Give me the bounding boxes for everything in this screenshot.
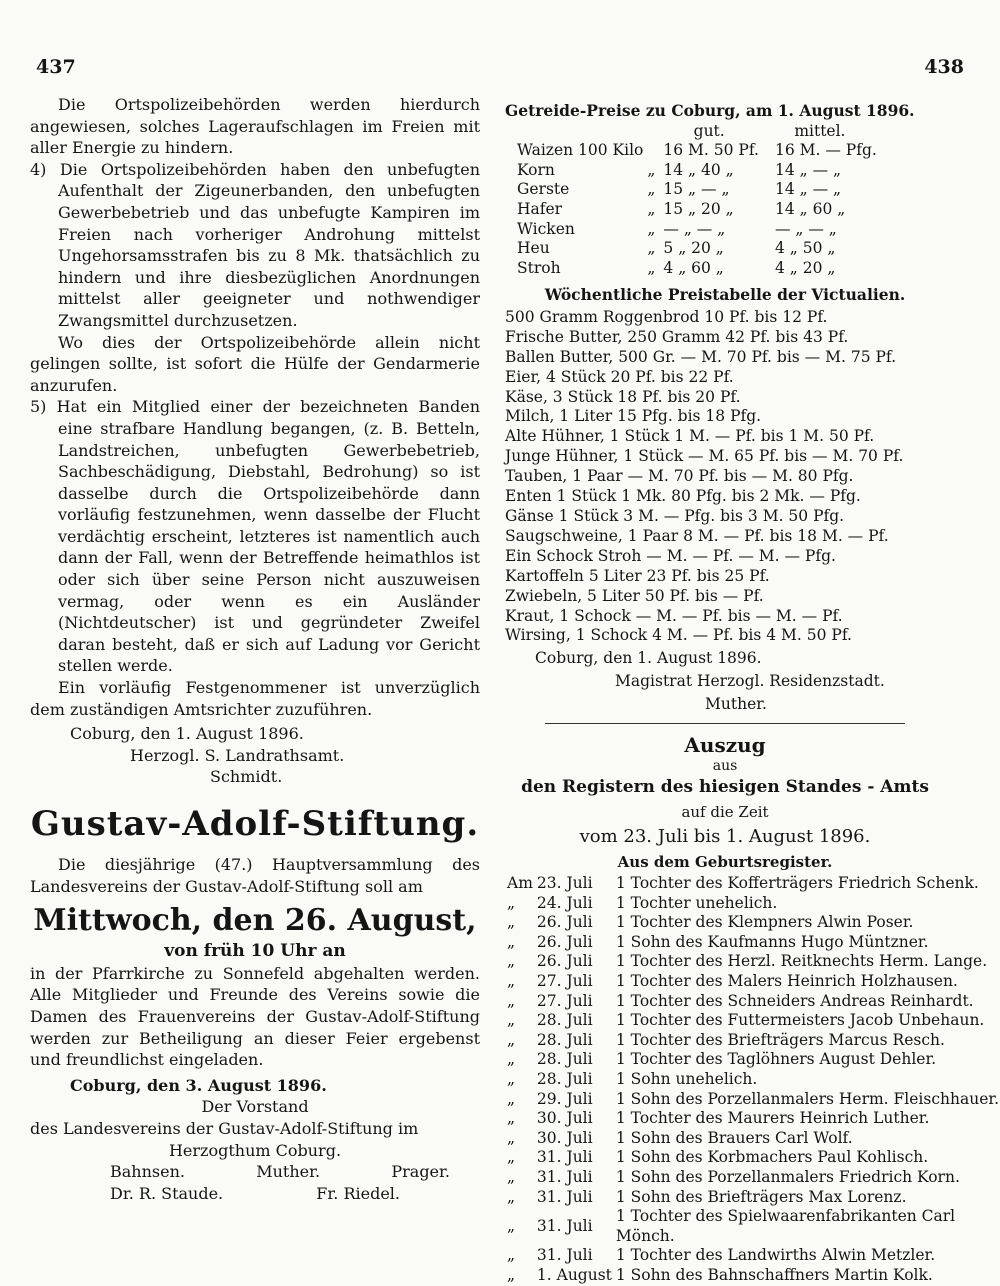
notice-time: von früh 10 Uhr an [164,941,346,962]
birth-register-heading: Aus dem Geburtsregister. [617,853,833,872]
birth-text: 1 Sohn des Porzellanmalers Herm. Fleischhauer. [615,1089,1000,1108]
signature-name: Schmidt. [210,767,283,787]
birth-text: 1 Sohn des Brauers Carl Wolf. [615,1128,853,1147]
paragraph-5: 5) Hat ein Mitglied einer der bezeichneten Banden eine strafbare Handlung begangen, (z. B. Betteln, Landstreichen, unbefugten Gewerbebetrieb, Sachbeschädigung, Diebstahl, Bedrohung) so ist dasselbe durch die Ortspolizeibehörde dann vorläufig festzunehmen, wenn dasselbe der Flucht verdächtig erscheint, letzteres ist namentlich auch dann der Fall, wenn der Betreffende heimathlos ist oder sich über seine Person nicht auszuweisen vermag, oder wenn es ein Ausländer (Nichtdeutscher) ist und gegründeter Zweifel daran besteht, daß er sich auf Ladung vor Gericht stellen werde. [30,397,480,676]
victual-name: Muther. [705,695,767,714]
notice-place: Coburg, den 3. August 1896. [70,1075,327,1095]
birth-date: 31. Juli [536,1167,593,1186]
grain-gut: — „ — „ [663,219,726,238]
birth-row [505,992,1000,1012]
signatory: Bahnsen. [110,1162,185,1182]
grain-header-row [515,122,879,142]
birth-prefix: „ [507,1050,516,1069]
birth-prefix: „ [507,1011,516,1030]
birth-register-table [505,874,1000,1285]
grain-row [515,259,879,279]
grain-ditto: „ [647,160,656,179]
grain-mittel: — „ — „ [774,219,837,238]
grain-mittel: 4 „ 50 „ [774,239,836,258]
birth-text: 1 Tochter unehelich. [615,893,778,912]
signatory: Prager. [391,1162,450,1182]
birth-row [505,1129,1000,1149]
left-column [30,94,480,1204]
birth-row [505,894,1000,914]
victual-line: Kraut, 1 Schock — M. — Pf. bis — M. — Pf. [505,606,843,625]
grain-mittel: 14 „ — „ [774,180,842,199]
birth-prefix: „ [507,1128,516,1147]
extract-period: vom 23. Juli bis 1. August 1896. [579,826,871,848]
birth-date: 24. Juli [536,893,593,912]
extract-auf: auf die Zeit [681,803,769,822]
victual-office: Magistrat Herzogl. Residenzstadt. [615,672,885,691]
paragraph-ein: Ein vorläufig Festgenommener ist unverzüglich dem zuständigen Amtsrichter zuzuführen. [30,678,480,719]
signatory: Dr. R. Staude. [110,1183,224,1203]
notice-date: Mittwoch, den 26. August, [33,903,477,939]
birth-prefix: „ [507,1216,516,1235]
victual-line: Ein Schock Stroh — M. — Pf. — M. — Pfg. [505,546,836,565]
right-column [505,94,1000,1286]
grain-ditto: „ [647,180,656,199]
birth-prefix: „ [507,1148,516,1167]
grain-ditto: „ [647,199,656,218]
divider [545,723,905,724]
birth-text: 1 Tochter des Futtermeisters Jacob Unbehaun. [615,1011,985,1030]
grain-mittel: 14 „ 60 „ [774,199,846,218]
birth-row [505,933,1000,953]
birth-prefix: Am [507,874,533,893]
grain-name: Waizen 100 Kilo [517,141,644,160]
victual-list [505,308,945,646]
victual-line: Frische Butter, 250 Gramm 42 Pf. bis 43 Pf. [505,327,849,346]
signatory: Fr. Riedel. [316,1183,400,1203]
grain-name: Korn [517,160,555,179]
paragraph-intro: Die Ortspolizeibehörden werden hierdurch angewiesen, solches Lageraufschlagen im Freien mit aller Energie zu hindern. [30,95,480,158]
birth-row [505,1011,1000,1031]
birth-text: 1 Tochter des Klempners Alwin Poser. [615,913,914,932]
victual-line: Junge Hühner, 1 Stück — M. 65 Pf. bis — M. 70 Pf. [505,447,904,466]
birth-text: 1 Tochter des Briefträgers Marcus Resch. [615,1030,945,1049]
birth-text: 1 Tochter des Kofferträgers Friedrich Schenk. [615,874,979,893]
birth-text: 1 Sohn des Korbmachers Paul Kohlisch. [615,1148,929,1167]
extract-aus: aus [712,758,738,775]
birth-text: 1 Tochter des Schneiders Andreas Reinhardt. [615,991,974,1010]
birth-date: 26. Juli [536,913,593,932]
signatory: Muther. [256,1162,321,1182]
grain-mittel: 4 „ 20 „ [774,258,836,277]
grain-header-mittel: mittel. [794,121,846,140]
page-number-left: 437 [36,56,76,78]
birth-row [505,1207,1000,1246]
grain-price-table [515,122,879,279]
birth-date: 29. Juli [536,1089,593,1108]
grain-ditto: „ [647,219,656,238]
grain-gut: 4 „ 60 „ [663,258,724,277]
birth-prefix: „ [507,1109,516,1128]
grain-gut: 15 „ — „ [663,180,730,199]
birth-prefix: „ [507,913,516,932]
birth-date: 31. Juli [536,1246,593,1265]
stiftung-title: Gustav-Adolf-Stiftung. [30,804,480,844]
birth-row [505,1148,1000,1168]
birth-row [505,874,1000,894]
birth-text: 1 Tochter des Malers Heinrich Holzhausen. [615,972,958,991]
signatories-row-1 [30,1161,480,1183]
birth-text: 1 Sohn des Kaufmanns Hugo Müntzner. [615,932,929,951]
birth-prefix: „ [507,952,516,971]
birth-prefix: „ [507,932,516,951]
grain-name: Heu [517,239,550,258]
birth-date: 28. Juli [536,1050,593,1069]
birth-date: 26. Juli [536,932,593,951]
birth-prefix: „ [507,972,516,991]
victual-line: Zwiebeln, 5 Liter 50 Pf. bis — Pf. [505,586,764,605]
birth-date: 31. Juli [536,1216,593,1235]
grain-header-gut: gut. [693,121,725,140]
grain-gut: 14 „ 40 „ [663,160,734,179]
victual-line: Ballen Butter, 500 Gr. — M. 70 Pf. bis — M. 75 Pf. [505,347,897,366]
birth-text: 1 Tochter des Landwirths Alwin Metzler. [615,1246,936,1265]
grain-row [515,239,879,259]
victual-line: Kartoffeln 5 Liter 23 Pf. bis 25 Pf. [505,566,770,585]
birth-date: 30. Juli [536,1128,593,1147]
grain-row [515,141,879,161]
grain-ditto: „ [647,239,656,258]
birth-date: 27. Juli [536,991,593,1010]
victual-line: Wirsing, 1 Schock 4 M. — Pf. bis 4 M. 50 Pf. [505,626,852,645]
birth-row [505,1246,1000,1266]
grain-price-title: Getreide-Preise zu Coburg, am 1. August 1896. [505,101,915,120]
extract-title: Auszug [684,733,766,758]
grain-gut: 16 M. 50 Pf. [663,141,759,160]
victual-line: Alte Hühner, 1 Stück 1 M. — Pf. bis 1 M. 50 Pf. [505,427,875,446]
paragraph-4: 4) Die Ortspolizeibehörden haben den unbefugten Aufenthalt der Zigeunerbanden, den unbefugten Gewerbebetrieb und das unbefugte Kampiren im Freien nach vorheriger Androhung mittelst Ungehorsamsstrafen bis zu 8 Mk. thatsächlich zu hindern und ihre diesbezüglichen Anordnungen mittelst aller geeigneter und nothwendiger Zwangsmittel durchzusetzen. [30,159,480,330]
page-number-right: 438 [924,56,964,78]
birth-date: 1. August [536,1265,612,1284]
birth-date: 28. Juli [536,1030,593,1049]
birth-prefix: „ [507,1089,516,1108]
notice-text-2: in der Pfarrkirche zu Sonnefeld abgehalten werden. Alle Mitglieder und Freunde des Vereins sowie die Damen des Frauenvereins der Gustav-Adolf-Stiftung werden zur Betheiligung an dieser Feier ergebenst und freundlichst eingeladen. [30,963,480,1070]
grain-name: Gerste [517,180,570,199]
birth-row [505,1070,1000,1090]
birth-row [505,952,1000,972]
birth-text: 1 Sohn des Porzellanmalers Friedrich Korn. [615,1167,960,1186]
birth-prefix: „ [507,991,516,1010]
grain-row [515,161,879,181]
birth-prefix: „ [507,1030,516,1049]
birth-text: 1 Tochter des Taglöhners August Dehler. [615,1050,937,1069]
birth-prefix: „ [507,1167,516,1186]
victual-line: Käse, 3 Stück 18 Pf. bis 20 Pf. [505,387,741,406]
extract-line: den Registern des hiesigen Standes - Amts [521,777,929,798]
paragraph-wo: Wo dies der Ortspolizeibehörde allein nicht gelingen sollte, ist sofort die Hülfe der Gendarmerie anzurufen. [30,332,480,395]
grain-row [515,220,879,240]
grain-name: Wicken [517,219,575,238]
birth-date: 31. Juli [536,1148,593,1167]
signature-office: Herzogl. S. Landrathsamt. [130,745,345,765]
victual-line: Gänse 1 Stück 3 M. — Pfg. bis 3 M. 50 Pfg. [505,507,845,525]
birth-date: 23. Juli [536,874,593,893]
grain-ditto: „ [647,258,656,277]
birth-text: 1 Tochter des Herzl. Reitknechts Herm. Lange. [615,952,988,971]
grain-gut: 15 „ 20 „ [663,199,734,218]
notice-text-1: Die diesjährige (47.) Hauptversammlung des Landesvereins der Gustav-Adolf-Stiftung soll am [30,855,480,896]
birth-date: 31. Juli [536,1187,593,1206]
birth-date: 28. Juli [536,1011,593,1030]
birth-text: 1 Sohn unehelich. [615,1070,758,1088]
birth-row [505,1050,1000,1070]
birth-text: 1 Sohn des Briefträgers Max Lorenz. [615,1187,907,1206]
birth-row [505,972,1000,992]
victual-line: Milch, 1 Liter 15 Pfg. bis 18 Pfg. [505,407,762,426]
birth-prefix: „ [507,893,516,912]
notice-verein-1: des Landesvereins der Gustav-Adolf-Stiftung im [30,1118,419,1138]
victual-line: 500 Gramm Roggenbrod 10 Pf. bis 12 Pf. [505,307,828,326]
grain-name: Stroh [517,258,561,277]
grain-row [515,200,879,220]
birth-row [505,1168,1000,1188]
birth-date: 27. Juli [536,972,593,991]
victual-place: Coburg, den 1. August 1896. [535,649,762,668]
birth-date: 30. Juli [536,1109,593,1128]
notice-vorstand: Der Vorstand [201,1097,309,1117]
birth-date: 28. Juli [536,1070,593,1088]
birth-prefix: „ [507,1246,516,1265]
victual-title: Wöchentliche Preistabelle der Victualien. [544,285,906,305]
signature-place: Coburg, den 1. August 1896. [70,724,304,744]
birth-date: 26. Juli [536,952,593,971]
birth-row [505,1188,1000,1208]
birth-row [505,1109,1000,1129]
birth-text: 1 Sohn des Bahnschaffners Martin Kolk. [615,1265,933,1284]
signatories-row-2 [30,1183,480,1205]
victual-line: Saugschweine, 1 Paar 8 M. — Pf. bis 18 M. — Pf. [505,526,889,545]
birth-text: 1 Tochter des Spielwaarenfabrikanten Carl Mönch. [615,1207,956,1245]
grain-name: Hafer [517,199,563,218]
notice-verein-2: Herzogthum Coburg. [168,1140,342,1160]
birth-row [505,1266,1000,1286]
birth-prefix: „ [507,1187,516,1206]
victual-line: Tauben, 1 Paar — M. 70 Pf. bis — M. 80 Pfg. [505,467,854,486]
grain-mittel: 14 „ — „ [774,160,842,179]
birth-row [505,1090,1000,1110]
birth-text: 1 Tochter des Maurers Heinrich Luther. [615,1109,930,1128]
birth-row [505,1031,1000,1051]
victual-line: Eier, 4 Stück 20 Pf. bis 22 Pf. [505,367,734,386]
birth-prefix: „ [507,1265,516,1284]
birth-prefix: „ [507,1070,516,1088]
grain-mittel: 16 M. — Pfg. [774,141,877,160]
victual-line: Enten 1 Stück 1 Mk. 80 Pfg. bis 2 Mk. — Pfg. [505,487,861,506]
grain-row [515,180,879,200]
birth-row [505,913,1000,933]
grain-gut: 5 „ 20 „ [663,239,724,258]
